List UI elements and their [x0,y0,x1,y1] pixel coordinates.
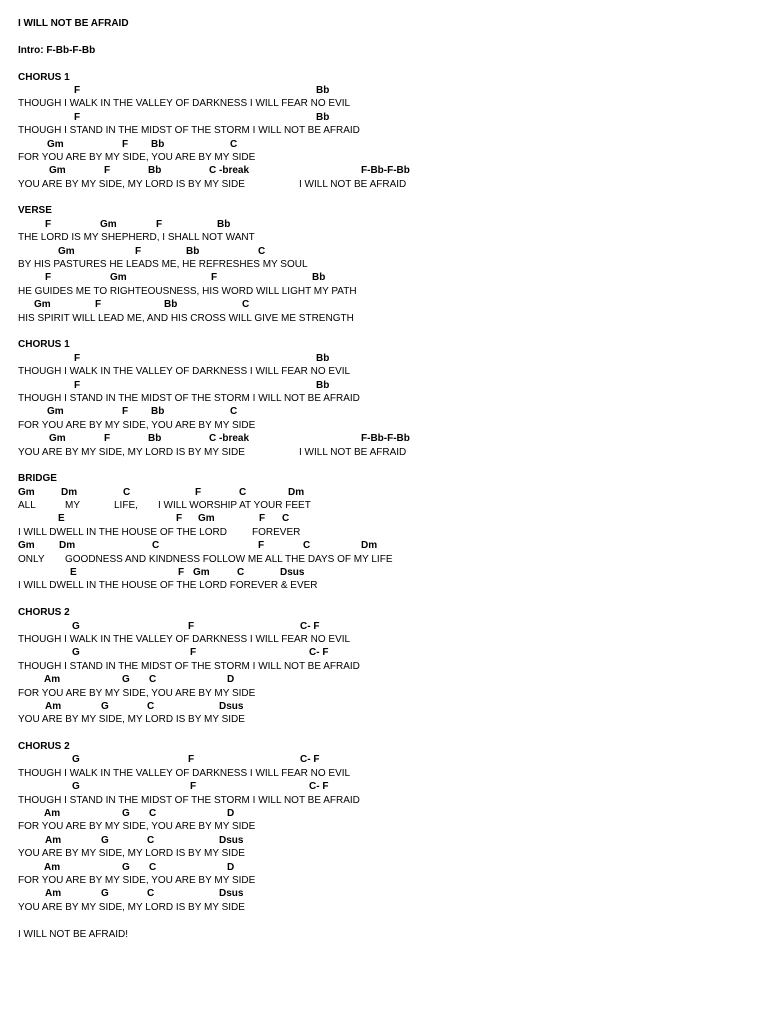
chord: Gm [49,433,66,445]
lyric-line: FOR YOU ARE BY MY SIDE, YOU ARE BY MY SIDE [18,821,256,833]
chord-line [18,834,768,847]
chord: F [45,218,52,230]
chord: Bb [316,84,330,96]
chord: Bb [186,245,200,257]
chord: C [147,700,155,712]
chord: Bb [148,433,162,445]
chord: Am [45,834,62,846]
chord-line [18,432,768,445]
lyric-part: I WILL NOT BE AFRAID [299,446,407,458]
chord: F [122,406,129,418]
chord: F [74,352,81,364]
chord: F [195,486,202,498]
chord-line [18,646,768,659]
chord: C [152,540,160,552]
chord: F [95,299,102,311]
lyric-part: I WILL NOT BE AFRAID [299,178,407,190]
chord: F [178,567,185,579]
chord: D [227,674,235,686]
chord: C [239,486,247,498]
lyric-line: FOR YOU ARE BY MY SIDE, YOU ARE BY MY SIDE [18,419,256,431]
chord-line [18,352,768,365]
chord: E [70,567,77,579]
chord: G [72,647,80,659]
chord: D [227,808,235,820]
chord: F [104,433,111,445]
section-heading: BRIDGE [18,473,57,485]
chord: G [72,781,80,793]
chord: F [74,111,81,123]
chord: Gm [47,406,64,418]
chord: F-Bb-F-Bb [361,165,410,177]
lyric-line: HE GUIDES ME TO RIGHTEOUSNESS, HIS WORD WILL LIGHT MY PATH [18,285,357,297]
chord: Bb [312,272,326,284]
section-heading: CHORUS 2 [18,741,70,753]
chord: C [149,674,157,686]
section-heading: CHORUS 1 [18,71,70,83]
chord-line [18,539,768,552]
chord-line [18,245,768,258]
chord: Am [45,700,62,712]
chord: Dsus [219,888,244,900]
lyric-line: THE LORD IS MY SHEPHERD, I SHALL NOT WANT [18,232,255,244]
chord-line [18,807,768,820]
chord: C [230,406,238,418]
chord: Dm [361,540,378,552]
lyric-part: FOREVER [252,526,301,538]
chord: C [282,513,290,525]
lyric-line [18,446,768,459]
chord: F [188,620,195,632]
chord: G [122,808,130,820]
chord: Gm [100,218,117,230]
chord: F [258,540,265,552]
lyric-part: I WILL DWELL IN THE HOUSE OF THE LORD [18,526,227,538]
lyric-line [18,178,768,191]
lyric-line: FOR YOU ARE BY MY SIDE, YOU ARE BY MY SIDE [18,151,256,163]
chord-line [18,566,768,579]
chord: D [227,861,235,873]
chord: G [72,620,80,632]
lyric-line [18,499,768,512]
chord: Gm [34,299,51,311]
chord-line [18,405,768,418]
chord-line [18,887,768,900]
chord: Dm [59,540,76,552]
chord: Am [44,808,61,820]
chord: C [123,486,131,498]
chord: Gm [18,486,35,498]
spacer [18,325,768,338]
chord: F [176,513,183,525]
chord: Bb [151,138,165,150]
chord-line [18,271,768,284]
spacer [18,191,768,204]
chord: Gm [49,165,66,177]
chord: C- F [309,647,329,659]
chord: Am [44,861,61,873]
chord-line [18,84,768,97]
lyric-part: ALL [18,500,36,512]
chord: F [45,272,52,284]
lyric-part: LIFE, [114,500,138,512]
chord: G [72,754,80,766]
chord: Dm [61,486,78,498]
lyric-line: THOUGH I WALK IN THE VALLEY OF DARKNESS I WILL FEAR NO EVIL [18,767,351,779]
chord: C [303,540,311,552]
chord: F [190,647,197,659]
chord: F [74,379,81,391]
section-heading: Intro: F-Bb-F-Bb [18,44,96,56]
chord: Dsus [219,700,244,712]
lyric-line: THOUGH I STAND IN THE MIDST OF THE STORM I WILL NOT BE AFRAID [18,660,360,672]
chord: C -break [209,165,250,177]
lyric-part: GOODNESS AND KINDNESS FOLLOW ME ALL THE DAYS OF MY LIFE [65,553,393,565]
spacer [18,914,768,927]
chord: Bb [151,406,165,418]
chord: Bb [148,165,162,177]
chord: C [258,245,266,257]
lyric-part: ONLY [18,553,45,565]
chord: C [149,861,157,873]
chord-line [18,379,768,392]
chord-line [18,753,768,766]
chord-line [18,164,768,177]
chord: Bb [316,111,330,123]
chord: E [58,513,65,525]
lyric-line: THOUGH I STAND IN THE MIDST OF THE STORM I WILL NOT BE AFRAID [18,392,360,404]
lyric-line: THOUGH I STAND IN THE MIDST OF THE STORM I WILL NOT BE AFRAID [18,794,360,806]
chord: Gm [18,540,35,552]
chord: Bb [316,379,330,391]
chord: F [188,754,195,766]
lyric-line [18,526,768,539]
chord: C [147,834,155,846]
lyric-line: YOU ARE BY MY SIDE, MY LORD IS BY MY SIDE [18,848,245,860]
lyric-line: I WILL NOT BE AFRAID! [18,928,129,940]
chord-line [18,673,768,686]
chord: F [259,513,266,525]
chord: C [230,138,238,150]
lyric-line: YOU ARE BY MY SIDE, MY LORD IS BY MY SIDE [18,714,245,726]
song-title: I WILL NOT BE AFRAID [18,18,129,29]
chord: Dsus [280,567,305,579]
chord: Gm [58,245,75,257]
chord: C [237,567,245,579]
spacer [18,459,768,472]
chord: C [147,888,155,900]
lyric-line: THOUGH I STAND IN THE MIDST OF THE STORM I WILL NOT BE AFRAID [18,125,360,137]
lyric-line: FOR YOU ARE BY MY SIDE, YOU ARE BY MY SIDE [18,875,256,886]
spacer [18,727,768,740]
lyric-part: I WILL WORSHIP AT YOUR FEET [158,500,311,512]
chord: G [101,700,109,712]
chord-line [18,700,768,713]
chord: C -break [209,433,250,445]
chord: G [122,861,130,873]
lyric-line: THOUGH I WALK IN THE VALLEY OF DARKNESS I WILL FEAR NO EVIL [18,98,351,110]
chord: F [211,272,218,284]
chord: C- F [300,620,320,632]
spacer [18,593,768,606]
lyric-line [18,553,768,566]
chord: C- F [309,781,329,793]
chord: Gm [198,513,215,525]
chord-line [18,780,768,793]
chord: G [122,674,130,686]
chord: Bb [164,299,178,311]
chord: F [156,218,163,230]
chord-line [18,620,768,633]
chord: F [190,781,197,793]
section-heading: CHORUS 1 [18,339,70,351]
chord-line [18,298,768,311]
chord: Dsus [219,834,244,846]
chord: F [104,165,111,177]
chord: Bb [316,352,330,364]
chord: G [101,888,109,900]
chord: G [101,834,109,846]
chord-line [18,138,768,151]
chord-line [18,486,768,499]
chord: Gm [193,567,210,579]
spacer [18,57,768,70]
lyric-line: YOU ARE BY MY SIDE, MY LORD IS BY MY SIDE [18,901,245,913]
chord: Am [44,674,61,686]
chord-line [18,512,768,525]
chord-line [18,861,768,874]
section-heading: VERSE [18,205,52,217]
chord: C- F [300,754,320,766]
lyric-part: YOU ARE BY MY SIDE, MY LORD IS BY MY SIDE [18,446,245,458]
chord: F-Bb-F-Bb [361,433,410,445]
lyric-part: YOU ARE BY MY SIDE, MY LORD IS BY MY SIDE [18,178,245,190]
chord: C [149,808,157,820]
lyric-line: FOR YOU ARE BY MY SIDE, YOU ARE BY MY SIDE [18,687,256,699]
lyric-part: MY [65,500,80,512]
lyric-line: I WILL DWELL IN THE HOUSE OF THE LORD FOREVER & EVER [18,580,318,592]
spacer [18,30,768,43]
lyric-line: HIS SPIRIT WILL LEAD ME, AND HIS CROSS WILL GIVE ME STRENGTH [18,312,354,324]
chord: C [242,299,250,311]
section-heading: CHORUS 2 [18,607,70,619]
chord: F [122,138,129,150]
chord: Am [45,888,62,900]
chord-line [18,111,768,124]
lyric-line: BY HIS PASTURES HE LEADS ME, HE REFRESHES MY SOUL [18,259,308,271]
chord-line [18,218,768,231]
chord: F [74,84,81,96]
chord: Bb [217,218,231,230]
chord: Gm [110,272,127,284]
lyric-line: THOUGH I WALK IN THE VALLEY OF DARKNESS I WILL FEAR NO EVIL [18,366,351,378]
chord: Dm [288,486,305,498]
lyric-line: THOUGH I WALK IN THE VALLEY OF DARKNESS I WILL FEAR NO EVIL [18,633,351,645]
chord: F [135,245,142,257]
chord: Gm [47,138,64,150]
